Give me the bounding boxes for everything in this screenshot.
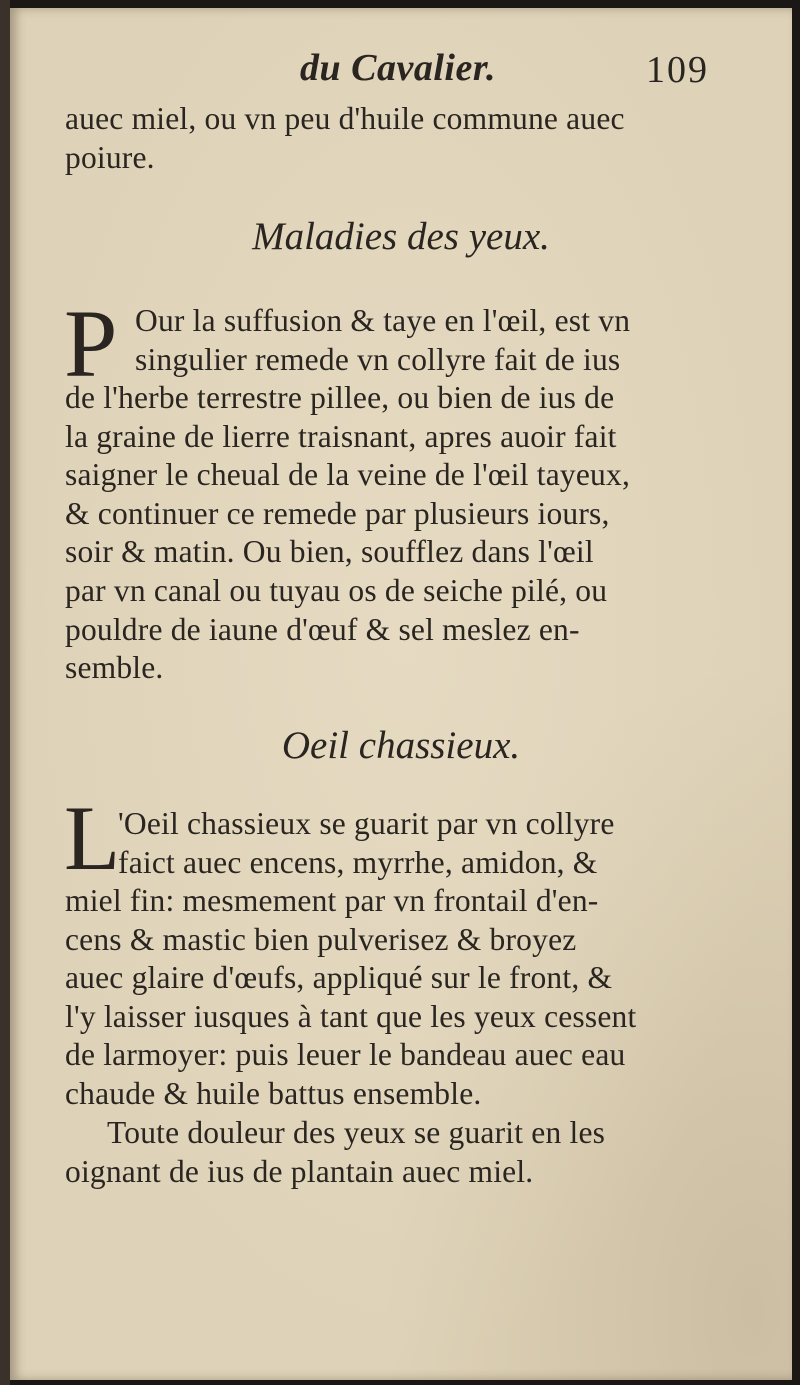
text-line: cens & mastic bien pulverisez & broyez xyxy=(65,921,577,957)
text-line: l'y laisser iusques à tant que les yeux cessent xyxy=(65,998,637,1034)
section-heading-maladies-des-yeux: Maladies des yeux. xyxy=(252,215,550,258)
text-line: saigner le cheual de la veine de l'œil tayeux, xyxy=(65,457,631,493)
text-line: singulier remede vn collyre fait de ius xyxy=(135,341,621,377)
book-page xyxy=(10,8,792,1380)
text-line: Toute douleur des yeux se guarit en les xyxy=(107,1115,606,1150)
running-title: du Cavalier. xyxy=(300,47,497,89)
drop-cap-p: P xyxy=(64,290,118,397)
text-line: auec miel, ou vn peu d'huile commune auec xyxy=(65,101,625,136)
text-line: de l'herbe terrestre pillee, ou bien de ius de xyxy=(65,380,615,415)
text-line: 'Oeil chassieux se guarit par vn collyre xyxy=(118,806,615,841)
text-line: poiure. xyxy=(65,139,155,175)
section2-paragraph2 xyxy=(65,1114,725,1191)
text-line: la graine de lierre traisnant, apres auoir fait xyxy=(65,418,617,454)
text-line: & continuer ce remede par plusieurs iours, xyxy=(65,495,610,531)
text-line: auec glaire d'œufs, appliqué sur le front, & xyxy=(65,960,613,996)
section1-body xyxy=(65,379,725,688)
text-line: Our la suffusion & taye en l'œil, est vn xyxy=(135,303,631,338)
text-line: miel fin: mesmement par vn frontail d'en- xyxy=(65,883,599,918)
section2-body xyxy=(65,882,725,1114)
text-line: faict auec encens, myrrhe, amidon, & xyxy=(118,844,598,880)
section-heading-oeil-chassieux: Oeil chassieux. xyxy=(281,724,521,767)
text-line: pouldre de iaune d'œuf & sel meslez en- xyxy=(65,611,580,647)
text-line: par vn canal ou tuyau os de seiche pilé, ou xyxy=(65,572,608,608)
text-line: oignant de ius de plantain auec miel. xyxy=(65,1153,534,1189)
book-gutter-edge xyxy=(0,0,10,1385)
section1-first-lines xyxy=(135,302,725,379)
section2-first-lines xyxy=(118,805,725,882)
text-line: soir & matin. Ou bien, soufflez dans l'œil xyxy=(65,534,594,570)
text-line: chaude & huile battus ensemble. xyxy=(65,1075,482,1111)
page-number: 109 xyxy=(646,49,709,91)
drop-cap-l: L xyxy=(64,787,121,889)
text-line: de larmoyer: puis leuer le bandeau auec eau xyxy=(65,1037,626,1073)
running-header xyxy=(10,46,792,96)
text-line: semble. xyxy=(65,650,164,686)
intro-text xyxy=(65,100,725,177)
